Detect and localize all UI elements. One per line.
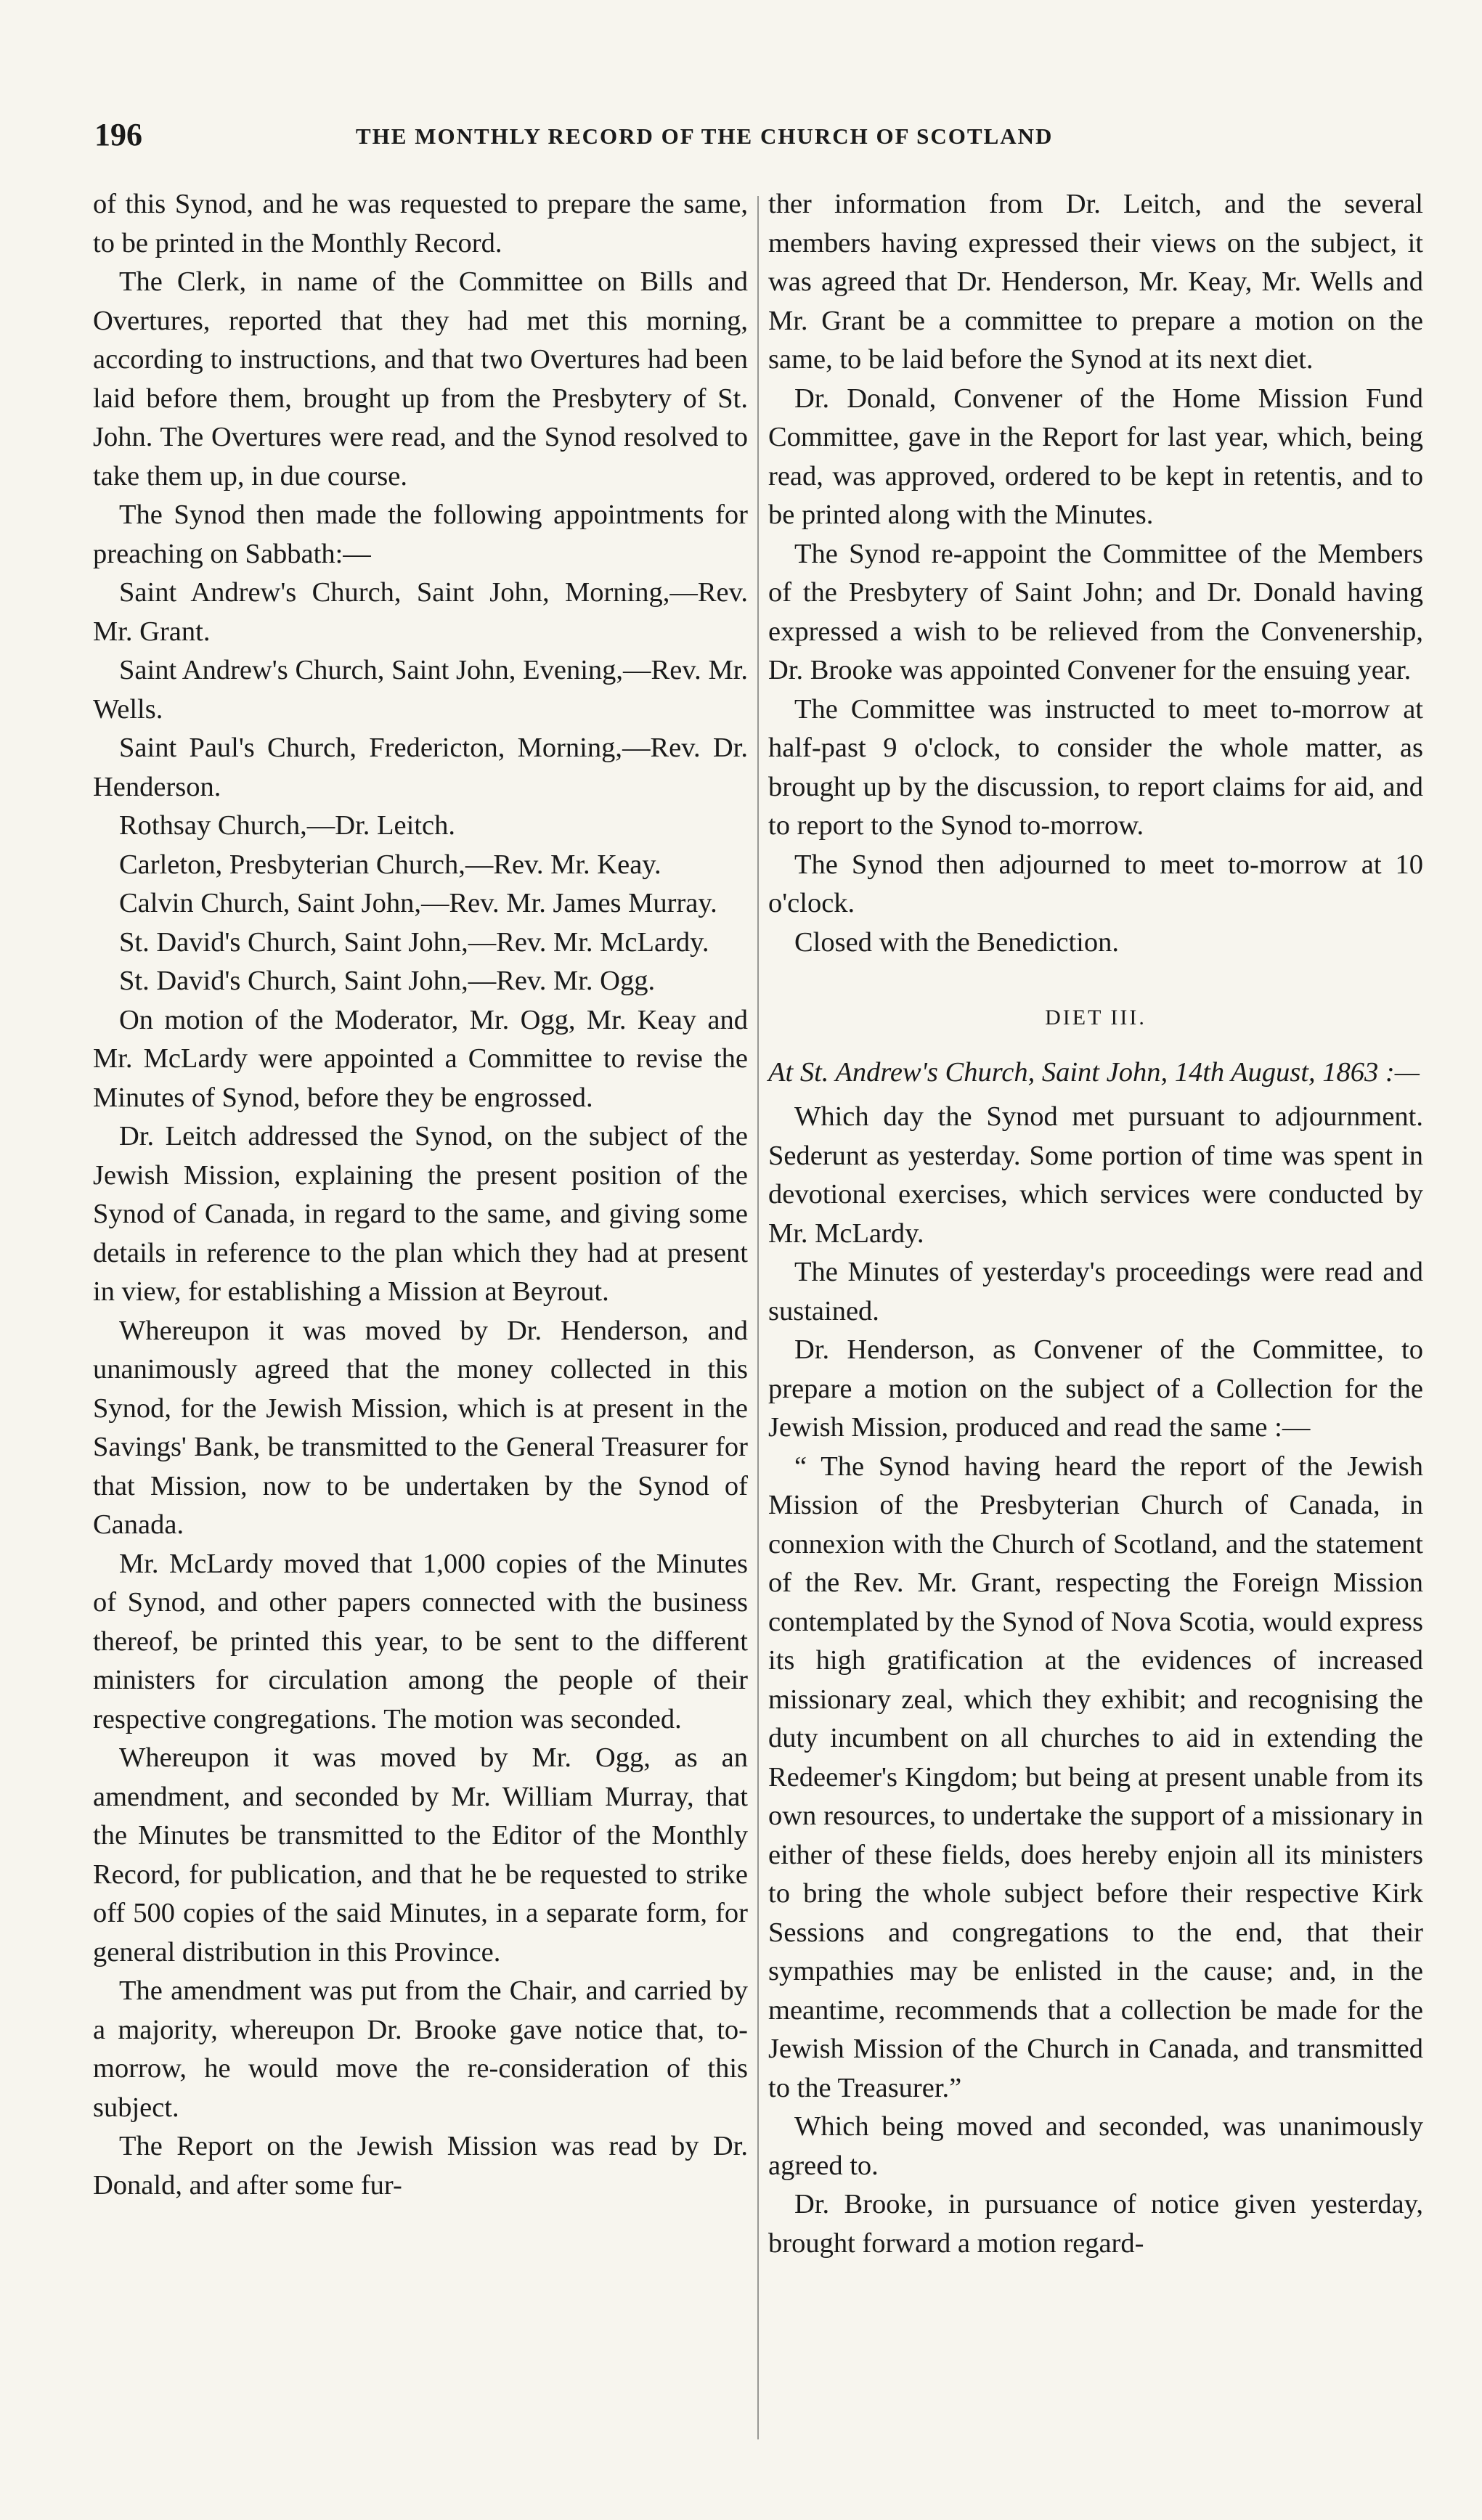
- paragraph: The Synod then adjourned to meet to-morrow at 10 o'clock.: [768, 849, 1423, 918]
- paragraph: of this Synod, and he was requested to prepare the same, to be printed in the Monthly Record.: [93, 189, 748, 258]
- appointment-entry: Rothsay Church,—Dr. Leitch.: [119, 810, 455, 841]
- appointment-entry: Saint Andrew's Church, Saint John, Evening,—Rev. Mr. Wells.: [93, 655, 748, 725]
- paragraph: Which being moved and seconded, was unanimously agreed to.: [768, 2111, 1423, 2181]
- appointment-entry: Saint Andrew's Church, Saint John, Morning,—Rev. Mr. Grant.: [93, 577, 748, 647]
- paragraph: The Report on the Jewish Mission was read by Dr. Donald, and after some fur-: [93, 2131, 748, 2201]
- paragraph: Dr. Donald, Convener of the Home Mission Fund Committee, gave in the Report for last year, which, being read, was approved, ordered to be kept in retentis, and to be printed along with the Minutes.: [768, 383, 1423, 530]
- left-column: [93, 185, 748, 2205]
- right-column: [768, 185, 1423, 2263]
- page-header: [94, 116, 1423, 174]
- paragraph: Whereupon it was moved by Mr. Ogg, as an amendment, and seconded by Mr. William Murray, that the Minutes be transmitted to the Editor of the Monthly Record, for publication, and that he be requested to strike off 500 copies of the said Minutes, in a separate form, for general distribution in this Province.: [93, 1742, 748, 1968]
- page-number: 196: [94, 117, 142, 152]
- section-heading: DIET III.: [1045, 1006, 1147, 1029]
- paragraph: The Clerk, in name of the Committee on Bills and Overtures, reported that they had met this morning, according to instructions, and that two Overtures had been laid before them, brought up from the Presbytery of St. John. The Overtures were read, and the Synod resolved to take them up, in due course.: [93, 266, 748, 492]
- running-head: THE MONTHLY RECORD OF THE CHURCH OF SCOTLAND: [356, 123, 1054, 149]
- paragraph: Closed with the Benediction.: [794, 926, 1119, 958]
- paragraph: On motion of the Moderator, Mr. Ogg, Mr. Keay and Mr. McLardy were appointed a Committee to revise the Minutes of Synod, before they be engrossed.: [93, 1004, 748, 1113]
- paragraph: Dr. Brooke, in pursuance of notice given yesterday, brought forward a motion regard-: [768, 2189, 1423, 2259]
- column-divider: [757, 196, 759, 2439]
- paragraph: Dr. Leitch addressed the Synod, on the subject of the Jewish Mission, explaining the present position of the Synod of Canada, in regard to the same, and giving some details in reference to the plan which they had at present in view, for establishing a Mission at Beyrout.: [93, 1121, 748, 1307]
- paragraph: The Synod re-appoint the Committee of the Members of the Presbytery of Saint John; and Dr. Donald having expressed a wish to be relieved from the Convenership, Dr. Brooke was appointed Convener for the ensuing year.: [768, 538, 1423, 685]
- paragraph: Which day the Synod met pursuant to adjournment. Sederunt as yesterday. Some portion of time was spent in devotional exercises, which services were conducted by Mr. McLardy.: [768, 1101, 1423, 1249]
- paragraph: The Synod then made the following appointments for preaching on Sabbath:—: [93, 499, 748, 569]
- paragraph: Dr. Henderson, as Convener of the Committee, to prepare a motion on the subject of a Collection for the Jewish Mission, produced and read the same :—: [768, 1334, 1423, 1443]
- appointment-entry: Calvin Church, Saint John,—Rev. Mr. James Murray.: [119, 888, 717, 918]
- appointment-entry: Carleton, Presbyterian Church,—Rev. Mr. Keay.: [119, 849, 661, 880]
- paragraph: The Minutes of yesterday's proceedings were read and sustained.: [768, 1257, 1423, 1326]
- appointment-entry: St. David's Church, Saint John,—Rev. Mr. McLardy.: [119, 926, 709, 958]
- paragraph: Whereupon it was moved by Dr. Henderson, and unanimously agreed that the money collected in this Synod, for the Jewish Mission, which is at present in the Savings' Bank, be transmitted to the General Treasurer for that Mission, now to be undertaken by the Synod of Canada.: [93, 1315, 748, 1540]
- paragraph: The Committee was instructed to meet to-morrow at half-past 9 o'clock, to consider the whole matter, as brought up by the discussion, to report claims for aid, and to report to the Synod to-morrow.: [768, 693, 1423, 841]
- appointment-entry: St. David's Church, Saint John,—Rev. Mr. Ogg.: [119, 966, 656, 996]
- dateline: At St. Andrew's Church, Saint John, 14th August, 1863 :—: [768, 1056, 1420, 1088]
- paragraph: ther information from Dr. Leitch, and the several members having expressed their views on the subject, it was agreed that Dr. Henderson, Mr. Keay, Mr. Wells and Mr. Grant be a committee to prepare a motion on the same, to be laid before the Synod at its next diet.: [768, 189, 1423, 375]
- appointment-entry: Saint Paul's Church, Fredericton, Morning,—Rev. Dr. Henderson.: [93, 733, 748, 802]
- quoted-resolution: “ The Synod having heard the report of the Jewish Mission of the Presbyterian Church of Canada, in connexion with the Church of Scotland, and the statement of the Rev. Mr. Grant, respecting the Foreign Mission contemplated by the Synod of Nova Scotia, would express its high gratification at the evidences of increased missionary zeal, which they exhibit; and recognising the duty incumbent on all churches to aid in extending the Redeemer's Kingdom; but being at present unable from its own resources, to undertake the support of a missionary in either of these fields, does hereby enjoin all its ministers to bring the whole subject before their respective Kirk Sessions and congregations to the end, that their sympathies may be enlisted in the cause; and, in the meantime, recommends that a collection be made for the Jewish Mission of the Church in Canada, and transmitted to the Treasurer.”: [768, 1451, 1423, 2103]
- paragraph: The amendment was put from the Chair, and carried by a majority, whereupon Dr. Brooke gave notice that, to-morrow, he would move the re-consideration of this subject.: [93, 1975, 748, 2123]
- paragraph: Mr. McLardy moved that 1,000 copies of the Minutes of Synod, and other papers connected with the business thereof, be printed this year, to be sent to the different ministers for circulation among the people of their respective congregations. The motion was seconded.: [93, 1548, 748, 1734]
